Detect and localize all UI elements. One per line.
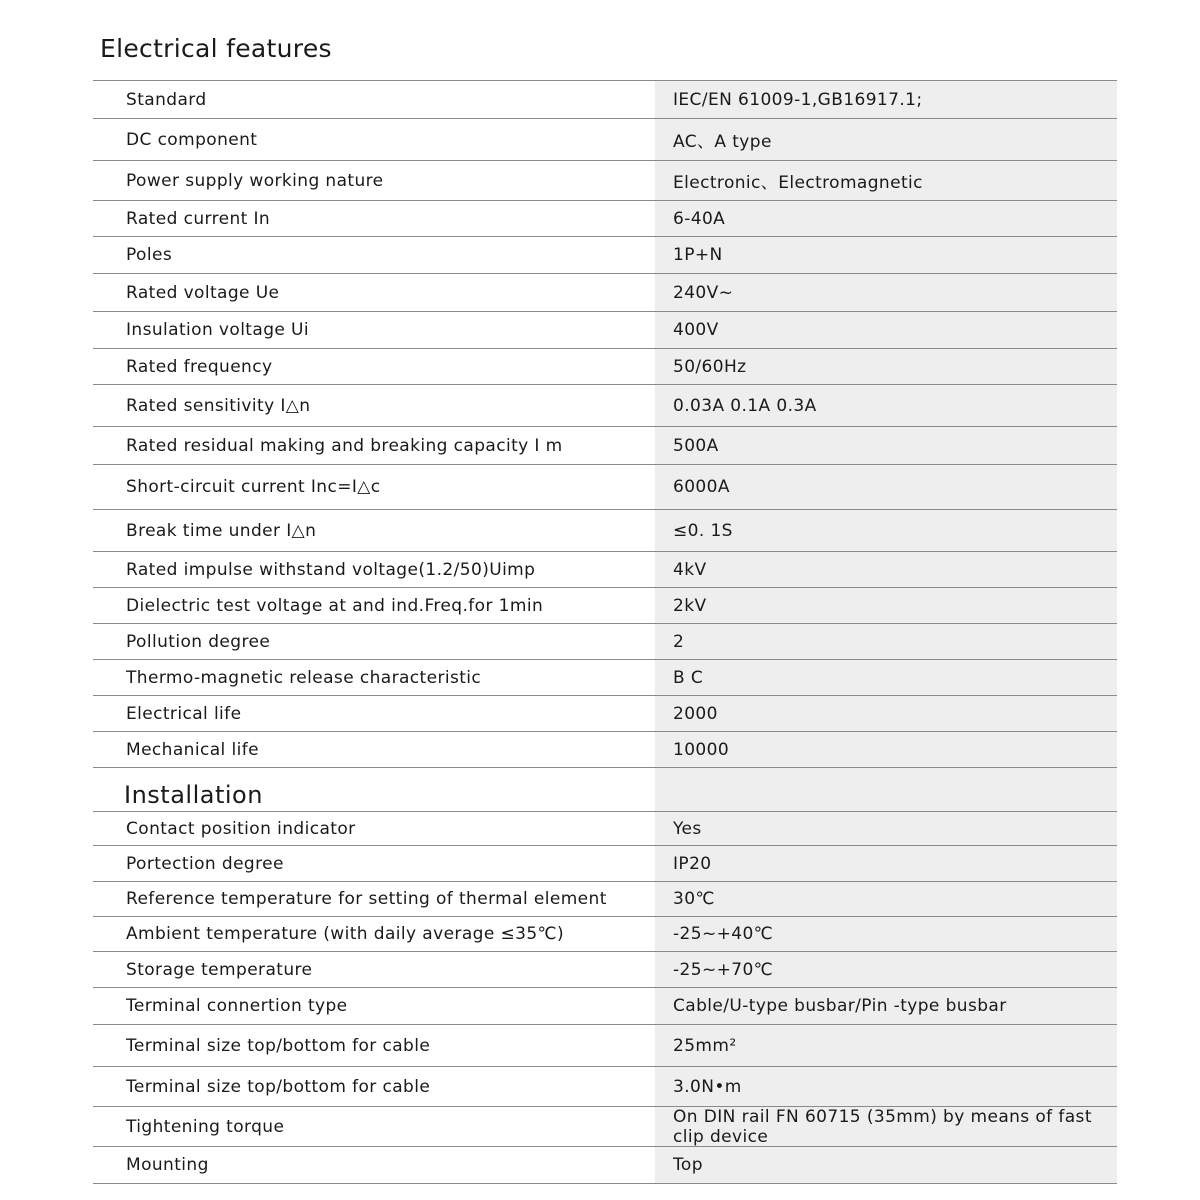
- spec-label: Rated frequency: [126, 356, 273, 377]
- spec-label: Thermo-magnetic release characteristic: [126, 667, 482, 688]
- spec-label: Rated sensitivity I△n: [126, 395, 311, 416]
- spec-row: [93, 951, 1117, 987]
- spec-label: Rated residual making and breaking capacity I m: [126, 435, 563, 456]
- spec-row: [93, 987, 1117, 1024]
- spec-label: Power supply working nature: [126, 170, 384, 191]
- spec-label: Dielectric test voltage at and ind.Freq.for 1min: [126, 595, 544, 616]
- spec-row: [93, 348, 1117, 384]
- spec-label: Standard: [126, 89, 207, 110]
- spec-row: [93, 845, 1117, 881]
- spec-label: Reference temperature for setting of thermal element: [126, 889, 607, 909]
- spec-row: [93, 551, 1117, 587]
- spec-value: 30℃: [655, 882, 1117, 916]
- spec-value: AC、A type: [655, 119, 1117, 160]
- spec-label: Terminal size top/bottom for cable: [126, 1035, 431, 1056]
- spec-row: [93, 509, 1117, 551]
- spec-value: 2000: [655, 696, 1117, 731]
- spec-value: IEC/EN 61009-1,GB16917.1;: [655, 81, 1117, 118]
- spec-label: Ambient temperature (with daily average ≤35℃): [126, 924, 565, 944]
- spec-value: 6-40A: [655, 201, 1117, 236]
- spec-value: 50/60Hz: [655, 349, 1117, 384]
- spec-row: [93, 587, 1117, 623]
- spec-value: Yes: [655, 812, 1117, 845]
- spec-label: Terminal connertion type: [126, 996, 348, 1016]
- spec-row: [93, 311, 1117, 348]
- spec-label: Portection degree: [126, 853, 284, 874]
- spec-value: 2: [655, 624, 1117, 659]
- spec-row: [93, 1106, 1117, 1146]
- spec-value: -25~+40℃: [655, 917, 1117, 951]
- spec-row: [93, 80, 1117, 118]
- section-header-row: [93, 767, 1117, 811]
- spec-row: [93, 384, 1117, 426]
- spec-label: Insulation voltage Ui: [126, 320, 310, 340]
- spec-row: [93, 731, 1117, 767]
- spec-row: [93, 1066, 1117, 1106]
- spec-label: Mounting: [126, 1155, 209, 1175]
- spec-label: Short-circuit current Inc=I△c: [126, 477, 381, 497]
- spec-label: DC component: [126, 129, 258, 150]
- spec-label: Storage temperature: [126, 959, 313, 980]
- spec-label: Contact position indicator: [126, 818, 356, 839]
- spec-label: Terminal size top/bottom for cable: [126, 1076, 431, 1097]
- spec-row: [93, 273, 1117, 311]
- spec-row: [93, 623, 1117, 659]
- spec-value: -25~+70℃: [655, 952, 1117, 987]
- spec-label: Rated current In: [126, 208, 271, 229]
- spec-value: 0.03A 0.1A 0.3A: [655, 385, 1117, 426]
- section-title: Electrical features: [100, 34, 332, 63]
- spec-value: 1P+N: [655, 237, 1117, 273]
- spec-value: On DIN rail FN 60715 (35mm) by means of fast clip device: [655, 1107, 1117, 1146]
- spec-value: 240V~: [655, 274, 1117, 311]
- section-heading: Installation: [124, 781, 263, 809]
- spec-value: 4kV: [655, 552, 1117, 587]
- spec-row: [93, 811, 1117, 845]
- spec-row: [93, 236, 1117, 273]
- spec-label: Pollution degree: [126, 631, 271, 652]
- spec-value: IP20: [655, 846, 1117, 881]
- spec-value: 25mm²: [655, 1025, 1117, 1066]
- spec-row: [93, 1024, 1117, 1066]
- spec-label: Electrical life: [126, 703, 242, 724]
- spec-value: 400V: [655, 312, 1117, 348]
- spec-value: 2kV: [655, 588, 1117, 623]
- spec-value: Electronic、Electromagnetic: [655, 161, 1117, 200]
- spec-value: B C: [655, 660, 1117, 695]
- spec-table: [93, 80, 1117, 1184]
- spec-value: [655, 768, 1117, 811]
- spec-row: [93, 160, 1117, 200]
- spec-row: [93, 118, 1117, 160]
- spec-row: [93, 695, 1117, 731]
- spec-label: Break time under I△n: [126, 520, 317, 541]
- spec-value: 3.0N•m: [655, 1067, 1117, 1106]
- spec-value: 6000A: [655, 465, 1117, 509]
- spec-value: 10000: [655, 732, 1117, 767]
- spec-label: Mechanical life: [126, 739, 259, 760]
- spec-value: ≤0. 1S: [655, 510, 1117, 551]
- spec-label: Rated voltage Ue: [126, 282, 280, 303]
- spec-row: [93, 426, 1117, 464]
- spec-row: [93, 881, 1117, 916]
- spec-row: [93, 916, 1117, 951]
- spec-label: Poles: [126, 245, 173, 265]
- spec-value: Top: [655, 1147, 1117, 1183]
- spec-row: [93, 659, 1117, 695]
- spec-row: [93, 200, 1117, 236]
- spec-value: Cable/U-type busbar/Pin -type busbar: [655, 988, 1117, 1024]
- spec-label: Rated impulse withstand voltage(1.2/50)Uimp: [126, 559, 536, 580]
- spec-value: 500A: [655, 427, 1117, 464]
- spec-row: [93, 464, 1117, 509]
- spec-row: [93, 1146, 1117, 1184]
- spec-label: Tightening torque: [126, 1116, 285, 1137]
